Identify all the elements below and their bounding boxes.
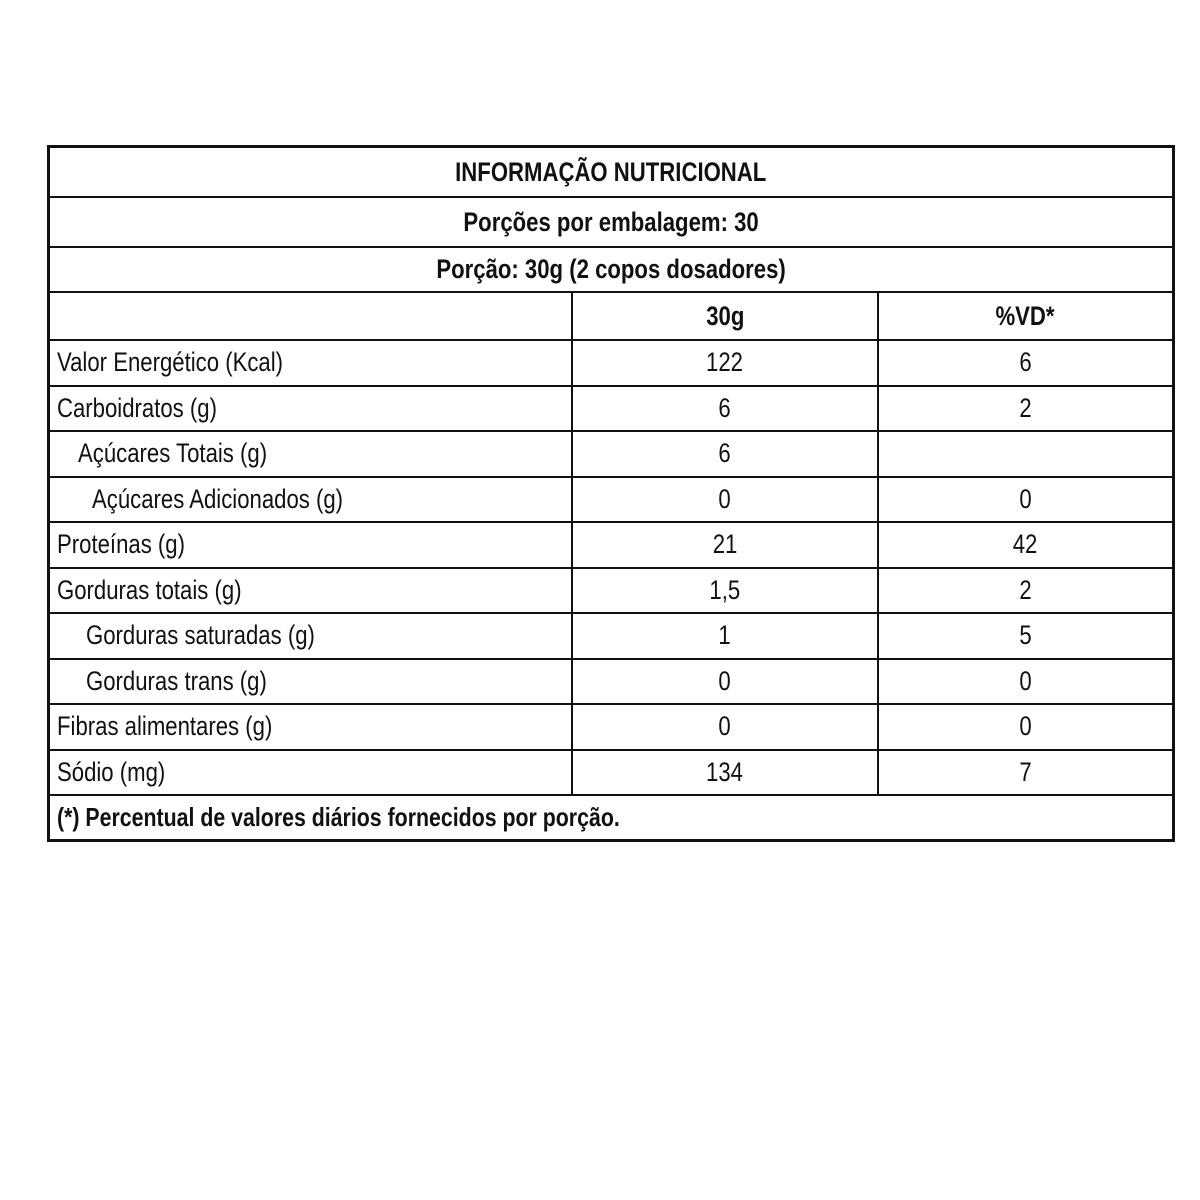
nutrient-dv xyxy=(879,341,1172,385)
table-row xyxy=(50,523,1172,569)
nutrient-label-text: Valor Energético (Kcal) xyxy=(57,347,284,378)
column-header-row xyxy=(50,293,1172,341)
nutrient-label xyxy=(50,432,573,476)
nutrient-label-text: Açúcares Adicionados (g) xyxy=(92,483,344,514)
nutrient-amount xyxy=(573,705,879,749)
nutrient-amount-text: 0 xyxy=(718,665,732,696)
nutrient-amount-text: 122 xyxy=(706,347,744,378)
serving-size xyxy=(50,248,1172,293)
footnote-text: (*) Percentual de valores diários fornecidos por porção. xyxy=(57,802,620,832)
serving-size-text: Porção: 30g (2 copos dosadores) xyxy=(436,254,786,284)
nutrient-label xyxy=(50,660,573,704)
nutrient-amount xyxy=(573,523,879,567)
nutrient-label-text: Gorduras saturadas (g) xyxy=(86,620,315,651)
nutrient-dv-text: 42 xyxy=(1013,529,1038,560)
nutrient-dv xyxy=(879,478,1172,522)
table-row xyxy=(50,705,1172,751)
header-blank xyxy=(50,293,573,339)
nutrient-dv xyxy=(879,432,1172,476)
nutrient-amount-text: 1 xyxy=(718,620,732,651)
nutrient-label xyxy=(50,569,573,613)
nutrient-amount-text: 6 xyxy=(718,392,732,423)
nutrient-dv-text: 0 xyxy=(1019,665,1032,696)
nutrient-dv-text: 6 xyxy=(1019,347,1032,378)
nutrient-amount-text: 0 xyxy=(718,483,732,514)
nutrient-dv xyxy=(879,751,1172,795)
table-row xyxy=(50,751,1172,797)
nutrient-label xyxy=(50,751,573,795)
nutrient-amount xyxy=(573,387,879,431)
footnote-cell xyxy=(50,796,1172,839)
nutrient-label-text: Proteínas (g) xyxy=(57,529,185,560)
table-row xyxy=(50,614,1172,660)
table-row xyxy=(50,341,1172,387)
nutrient-dv xyxy=(879,523,1172,567)
nutrient-label-text: Gorduras trans (g) xyxy=(86,665,267,696)
nutrient-amount-text: 21 xyxy=(712,529,738,560)
nutrient-label-text: Açúcares Totais (g) xyxy=(78,438,268,469)
nutrient-label xyxy=(50,387,573,431)
nutrient-amount xyxy=(573,341,879,385)
nutrient-amount-text: 0 xyxy=(718,711,732,742)
nutrient-amount-text: 6 xyxy=(718,438,732,469)
nutrient-amount-text: 134 xyxy=(706,756,744,787)
nutrient-dv-text: 0 xyxy=(1019,711,1032,742)
nutrient-amount xyxy=(573,569,879,613)
nutrient-label xyxy=(50,478,573,522)
nutrient-dv-text: 5 xyxy=(1019,620,1032,651)
nutrient-label-text: Sódio (mg) xyxy=(57,756,166,787)
nutrient-amount xyxy=(573,432,879,476)
header-dv-text: %VD* xyxy=(995,300,1056,331)
nutrient-dv xyxy=(879,614,1172,658)
nutrient-label-text: Carboidratos (g) xyxy=(57,392,217,423)
nutrition-facts-table xyxy=(47,145,1175,842)
footnote xyxy=(50,796,1172,839)
nutrient-label-text: Fibras alimentares (g) xyxy=(57,711,273,742)
servings-per-package xyxy=(50,198,1172,248)
header-dv xyxy=(879,293,1172,339)
nutrient-label-text: Gorduras totais (g) xyxy=(57,574,242,605)
table-row xyxy=(50,387,1172,433)
nutrient-label xyxy=(50,523,573,567)
nutrient-amount xyxy=(573,751,879,795)
nutrient-amount xyxy=(573,478,879,522)
nutrient-label xyxy=(50,705,573,749)
servings-text: Porções por embalagem: 30 xyxy=(463,206,759,237)
nutrient-label xyxy=(50,341,573,385)
nutrient-amount-text: 1,5 xyxy=(709,574,741,605)
nutrient-dv-text: 7 xyxy=(1019,756,1032,787)
table-title xyxy=(50,148,1172,198)
nutrient-label xyxy=(50,614,573,658)
nutrient-amount xyxy=(573,660,879,704)
table-row xyxy=(50,432,1172,478)
nutrient-dv-text: 2 xyxy=(1019,392,1032,423)
table-row xyxy=(50,478,1172,524)
title-text: INFORMAÇÃO NUTRICIONAL xyxy=(455,156,767,187)
nutrient-dv xyxy=(879,705,1172,749)
nutrient-amount xyxy=(573,614,879,658)
nutrient-dv xyxy=(879,569,1172,613)
nutrient-dv xyxy=(879,660,1172,704)
header-amount xyxy=(573,293,879,339)
header-amount-text: 30g xyxy=(705,300,745,331)
nutrient-dv-text: 0 xyxy=(1019,483,1032,514)
table-row xyxy=(50,660,1172,706)
nutrient-dv xyxy=(879,387,1172,431)
nutrient-dv-text: 2 xyxy=(1019,574,1032,605)
table-row xyxy=(50,569,1172,615)
